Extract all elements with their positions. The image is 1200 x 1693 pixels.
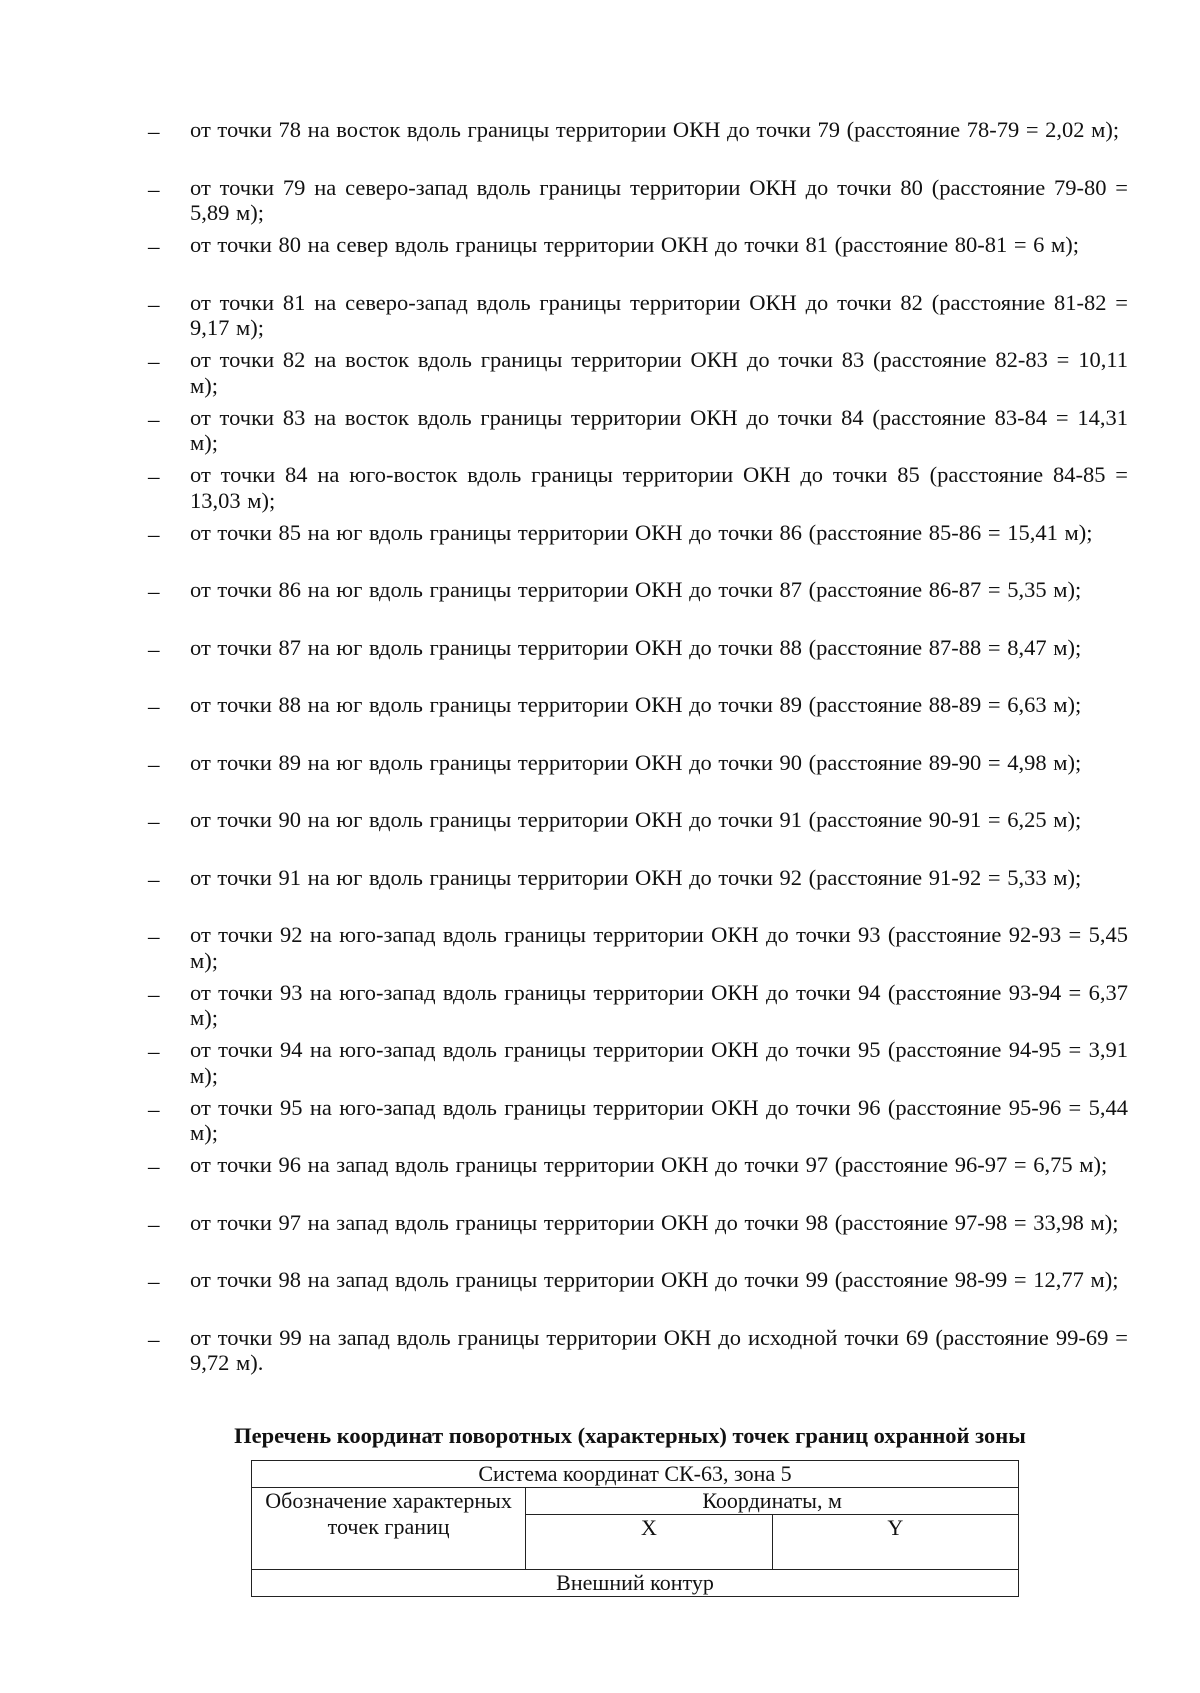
list-item-text: от точки 87 на юг вдоль границы территории ОКН до точки 88 (расстояние 87-88 = 8,47 м); xyxy=(190,634,1082,660)
coords-header-cell: Координаты, м xyxy=(526,1488,1019,1515)
list-item-text: от точки 83 на восток вдоль границы территории ОКН до точки 84 (расстояние 83-84 = 14,31 м); xyxy=(190,404,1128,455)
list-dash: – xyxy=(148,1096,160,1122)
list-item xyxy=(148,405,1128,463)
list-dash: – xyxy=(148,234,160,259)
list-item-text: от точки 88 на юг вдоль границы территории ОКН до точки 89 (расстояние 88-89 = 6,63 м); xyxy=(190,692,1082,717)
y-header-cell: Y xyxy=(772,1515,1018,1570)
list-item-text: от точки 81 на северо-запад вдоль границы территории ОКН до точки 82 (расстояние 81-82 = 9,17 м); xyxy=(190,289,1128,340)
list-dash: – xyxy=(148,579,160,604)
label-header-cell: Обозначение характерных точек границ xyxy=(252,1488,526,1570)
list-dash: – xyxy=(148,1269,160,1294)
list-item xyxy=(148,232,1128,290)
list-item xyxy=(148,117,1128,175)
list-item-text: от точки 82 на восток вдоль границы территории ОКН до точки 83 (расстояние 82-83 = 10,11 м); xyxy=(190,347,1128,398)
list-item-text: от точки 86 на юг вдоль границы территории ОКН до точки 87 (расстояние 86-87 = 5,35 м); xyxy=(190,577,1082,602)
list-item xyxy=(148,807,1128,865)
list-item-text: от точки 98 на запад вдоль границы территории ОКН до точки 99 (расстояние 98-99 = 12,77 м); xyxy=(190,1267,1119,1292)
table-row xyxy=(252,1488,1019,1515)
list-item xyxy=(148,1152,1128,1210)
list-dash: – xyxy=(148,464,160,489)
list-dash: – xyxy=(148,406,160,432)
list-item-text: от точки 79 на северо-запад вдоль границы территории ОКН до точки 80 (расстояние 79-80 = 5,89 м); xyxy=(190,174,1128,225)
list-item-text: от точки 93 на юго-запад вдоль границы территории ОКН до точки 94 (расстояние 93-94 = 6,37 м); xyxy=(190,979,1128,1030)
list-item xyxy=(148,462,1128,520)
list-item xyxy=(148,290,1128,348)
x-header-cell: X xyxy=(526,1515,772,1570)
boundary-description-list xyxy=(148,117,1128,1382)
list-item xyxy=(148,865,1128,923)
list-dash: – xyxy=(148,694,160,719)
list-dash: – xyxy=(148,1154,160,1179)
list-item xyxy=(148,520,1128,578)
list-item xyxy=(148,1037,1128,1095)
list-dash: – xyxy=(148,866,160,892)
coordinate-system-cell: Система координат СК-63, зона 5 xyxy=(252,1461,1019,1488)
list-item-text: от точки 80 на север вдоль границы территории ОКН до точки 81 (расстояние 80-81 = 6 м); xyxy=(190,232,1080,257)
list-item-text: от точки 85 на юг вдоль границы территории ОКН до точки 86 (расстояние 85-86 = 15,41 м); xyxy=(190,519,1093,545)
list-item xyxy=(148,980,1128,1038)
list-dash: – xyxy=(148,809,160,834)
list-item-text: от точки 99 на запад вдоль границы территории ОКН до исходной точки 69 (расстояние 99-69 = 9,72 м). xyxy=(190,1324,1128,1375)
list-item xyxy=(148,922,1128,980)
list-item xyxy=(148,175,1128,233)
list-item-text: от точки 84 на юго-восток вдоль границы территории ОКН до точки 85 (расстояние 84-85 = 13,03 м); xyxy=(190,462,1128,513)
contour-cell: Внешний контур xyxy=(252,1570,1019,1597)
list-item xyxy=(148,635,1128,693)
section-title: Перечень координат поворотных (характерных) точек границ охранной зоны xyxy=(234,1423,1026,1448)
list-item-text: от точки 78 на восток вдоль границы территории ОКН до точки 79 (расстояние 78-79 = 2,02 м); xyxy=(190,117,1120,142)
list-item xyxy=(148,1325,1128,1383)
list-dash: – xyxy=(148,176,160,202)
list-item-text: от точки 95 на юго-запад вдоль границы территории ОКН до точки 96 (расстояние 95-96 = 5,44 м); xyxy=(190,1094,1128,1145)
list-dash: – xyxy=(148,636,160,662)
list-item-text: от точки 96 на запад вдоль границы территории ОКН до точки 97 (расстояние 96-97 = 6,75 м); xyxy=(190,1152,1108,1177)
list-dash: – xyxy=(148,521,160,547)
list-dash: – xyxy=(148,1211,160,1237)
list-item xyxy=(148,1210,1128,1268)
list-item-text: от точки 97 на запад вдоль границы территории ОКН до точки 98 (расстояние 97-98 = 33,98 м); xyxy=(190,1209,1119,1235)
list-item xyxy=(148,1095,1128,1153)
list-dash: – xyxy=(148,981,160,1007)
list-dash: – xyxy=(148,119,160,144)
list-item-text: от точки 91 на юг вдоль границы территории ОКН до точки 92 (расстояние 91-92 = 5,33 м); xyxy=(190,864,1082,890)
list-dash: – xyxy=(148,1039,160,1064)
list-item xyxy=(148,577,1128,635)
list-item xyxy=(148,750,1128,808)
list-item-text: от точки 90 на юг вдоль границы территории ОКН до точки 91 (расстояние 90-91 = 6,25 м); xyxy=(190,807,1082,832)
table-row xyxy=(252,1570,1019,1597)
list-dash: – xyxy=(148,924,160,949)
list-dash: – xyxy=(148,291,160,317)
list-dash: – xyxy=(148,1326,160,1352)
list-item xyxy=(148,1267,1128,1325)
list-item xyxy=(148,692,1128,750)
list-dash: – xyxy=(148,349,160,374)
list-item xyxy=(148,347,1128,405)
table-row xyxy=(252,1461,1019,1488)
coordinates-table xyxy=(251,1460,1019,1597)
list-item-text: от точки 92 на юго-запад вдоль границы территории ОКН до точки 93 (расстояние 92-93 = 5,45 м); xyxy=(190,922,1128,973)
list-dash: – xyxy=(148,751,160,777)
list-item-text: от точки 89 на юг вдоль границы территории ОКН до точки 90 (расстояние 89-90 = 4,98 м); xyxy=(190,749,1082,775)
list-item-text: от точки 94 на юго-запад вдоль границы территории ОКН до точки 95 (расстояние 94-95 = 3,91 м); xyxy=(190,1037,1128,1088)
